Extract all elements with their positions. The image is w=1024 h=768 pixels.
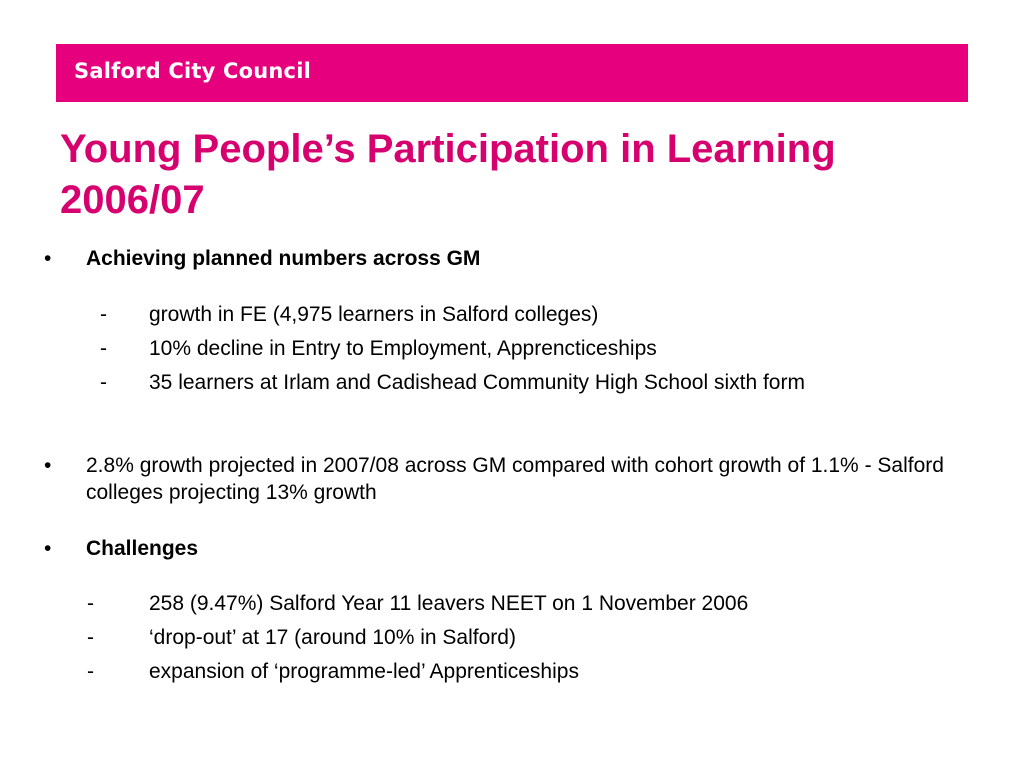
dash-marker: - (87, 660, 94, 683)
council-logo: Salford City Council (74, 59, 311, 83)
text-growth-projection: 2.8% growth projected in 2007/08 across GM compared with cohort growth of 1.1% - Salford colleges projecting 13% growth (86, 454, 944, 504)
title-line-1: Young People’s Participation in Learning (60, 127, 836, 171)
list-item-apprenticeships: expansion of ‘programme-led’ Apprenticeships (149, 660, 579, 683)
dash-marker: - (100, 337, 107, 360)
list-item-drop-out: ‘drop-out’ at 17 (around 10% in Salford) (149, 626, 516, 649)
bullet-growth: • (44, 454, 52, 477)
dash-marker: - (100, 371, 107, 394)
list-item-fe-growth: growth in FE (4,975 learners in Salford colleges) (149, 303, 599, 326)
bullet-achieving: • (44, 247, 52, 270)
dash-marker: - (100, 303, 107, 326)
title-line-2: 2006/07 (60, 178, 205, 222)
heading-challenges: Challenges (86, 537, 199, 560)
bullet-challenges: • (44, 537, 52, 560)
heading-achieving: Achieving planned numbers across GM (86, 247, 481, 270)
list-item-irlam-learners: 35 learners at Irlam and Cadishead Community High School sixth form (149, 371, 805, 394)
dash-marker: - (87, 592, 94, 615)
list-item-neet: 258 (9.47%) Salford Year 11 leavers NEET on 1 November 2006 (149, 592, 749, 615)
list-item-e2e-decline: 10% decline in Entry to Employment, Apprencticeships (149, 337, 657, 360)
dash-marker: - (87, 626, 94, 649)
